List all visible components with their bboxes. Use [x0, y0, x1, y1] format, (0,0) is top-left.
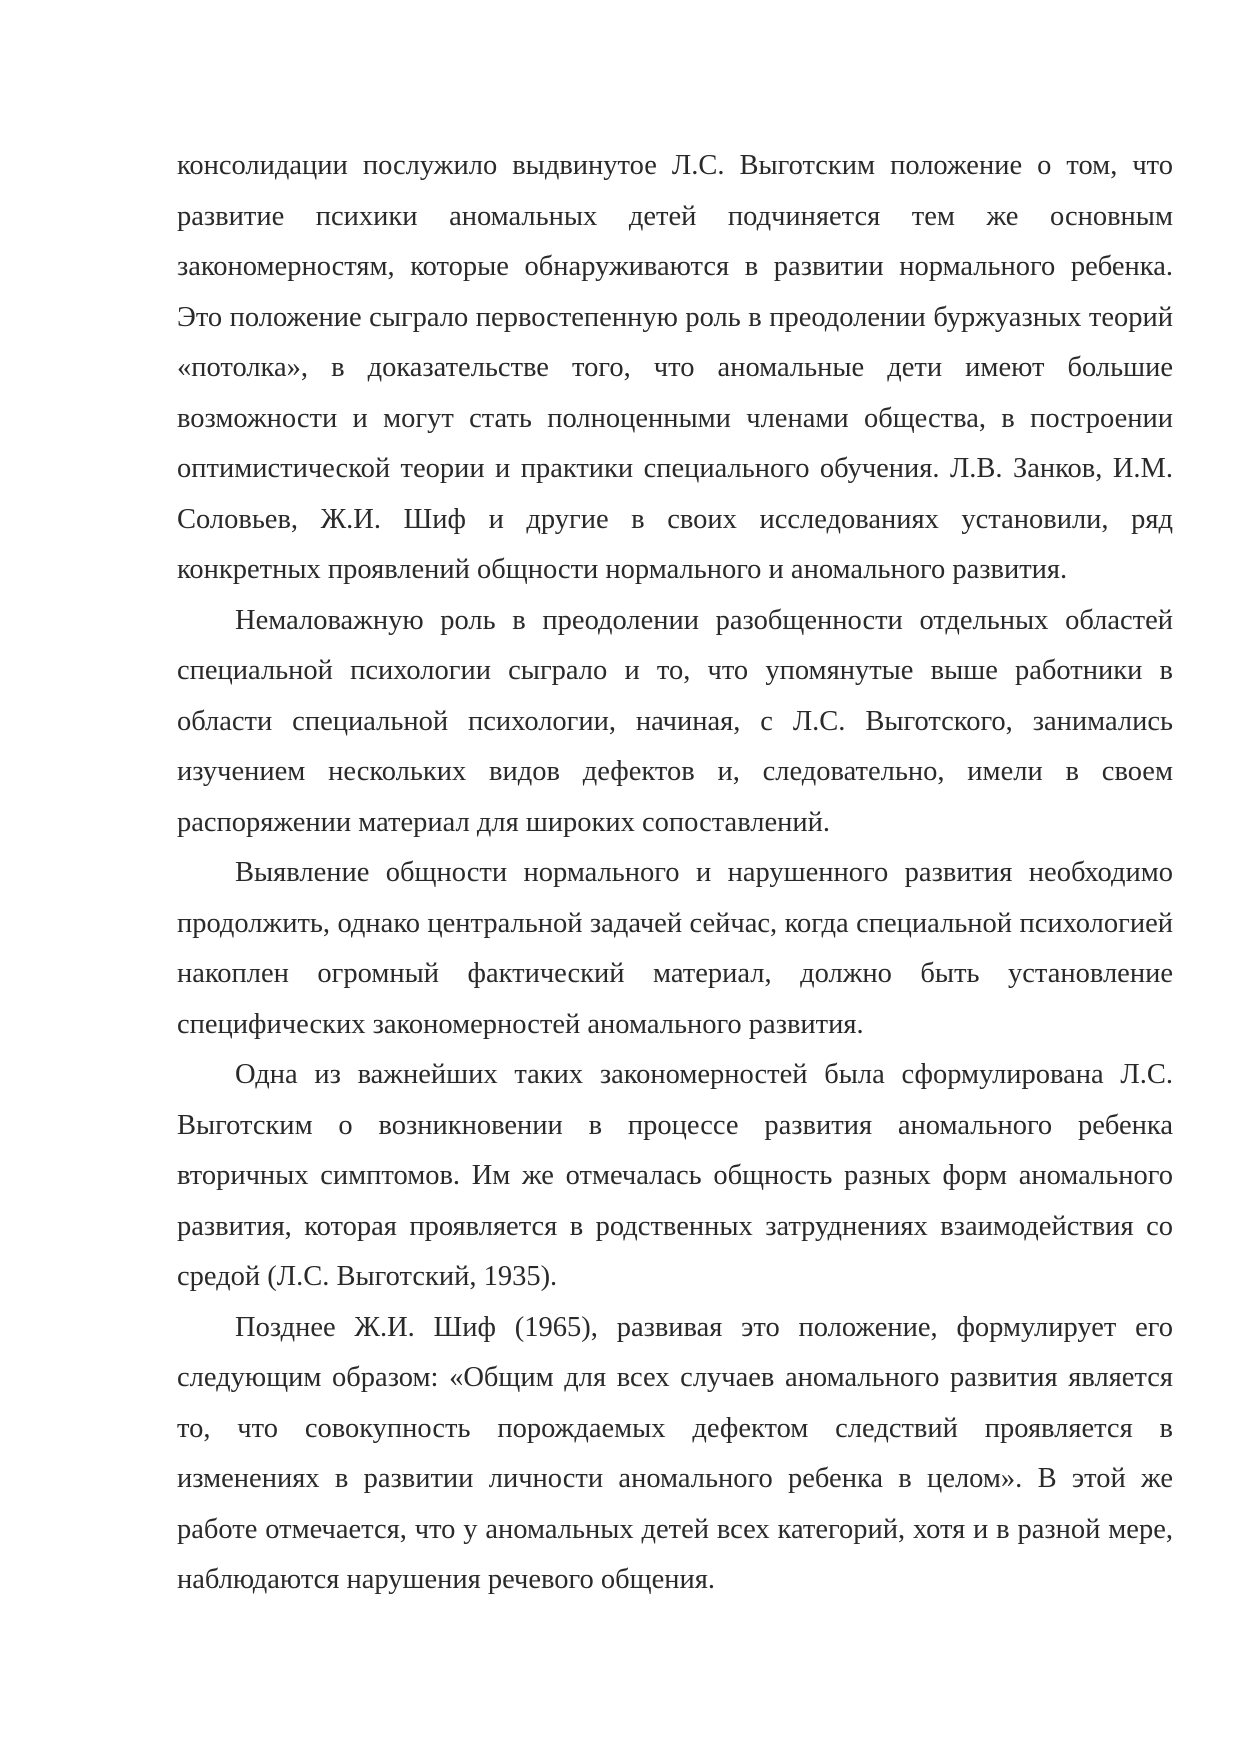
- document-body: [177, 141, 1173, 1606]
- paragraph-continuation: консолидации послужило выдвинутое Л.С. Выготским положение о том, что развитие психики аномальных детей подчиняется тем же основным закономерностям, которые обнаруживаются в развитии нормального ребенка. Это положение сыграло первостепенную роль в преодолении буржуазных теорий «потолка», в доказательстве того, что аномальные дети имеют большие возможности и могут стать полноценными членами общества, в построении оптимистической теории и практики специального обучения. Л.В. Занков, И.М. Соловьев, Ж.И. Шиф и другие в своих исследованиях установили, ряд конкретных проявлений общности нормального и аномального развития.: [177, 150, 1173, 585]
- paragraph-shif-formulation: Позднее Ж.И. Шиф (1965), развивая это положение, формулирует его следующим образом: «Общим для всех случаев аномального развития является то, что совокупность порождаемых дефектом следствий проявляется в изменениях в развитии личности аномального ребенка в целом». В этой же работе отмечается, что у аномальных детей всех категорий, хотя и в разной мере, наблюдаются нарушения речевого общения.: [177, 1311, 1173, 1595]
- paragraph-disunity: Немаловажную роль в преодолении разобщенности отдельных областей специальной психологии сыграло и то, что упомянутые выше работники в области специальной психологии, начиная, с Л.С. Выготского, занимались изучением нескольких видов дефектов и, следовательно, имели в своем распоряжении материал для широких сопоставлений.: [177, 604, 1173, 838]
- paragraph-specific-regularities: Выявление общности нормального и нарушенного развития необходимо продолжить, однако центральной задачей сейчас, когда специальной психологией накоплен огромный фактический материал, должно быть установление специфических закономерностей аномального развития.: [177, 857, 1173, 1040]
- paragraph-secondary-symptoms: Одна из важнейших таких закономерностей была сформулирована Л.С. Выготским о возникновении в процессе развития аномального ребенка вторичных симптомов. Им же отмечалась общность разных форм аномального развития, которая проявляется в родственных затруднениях взаимодействия со средой (Л.С. Выготский, 1935).: [177, 1059, 1173, 1292]
